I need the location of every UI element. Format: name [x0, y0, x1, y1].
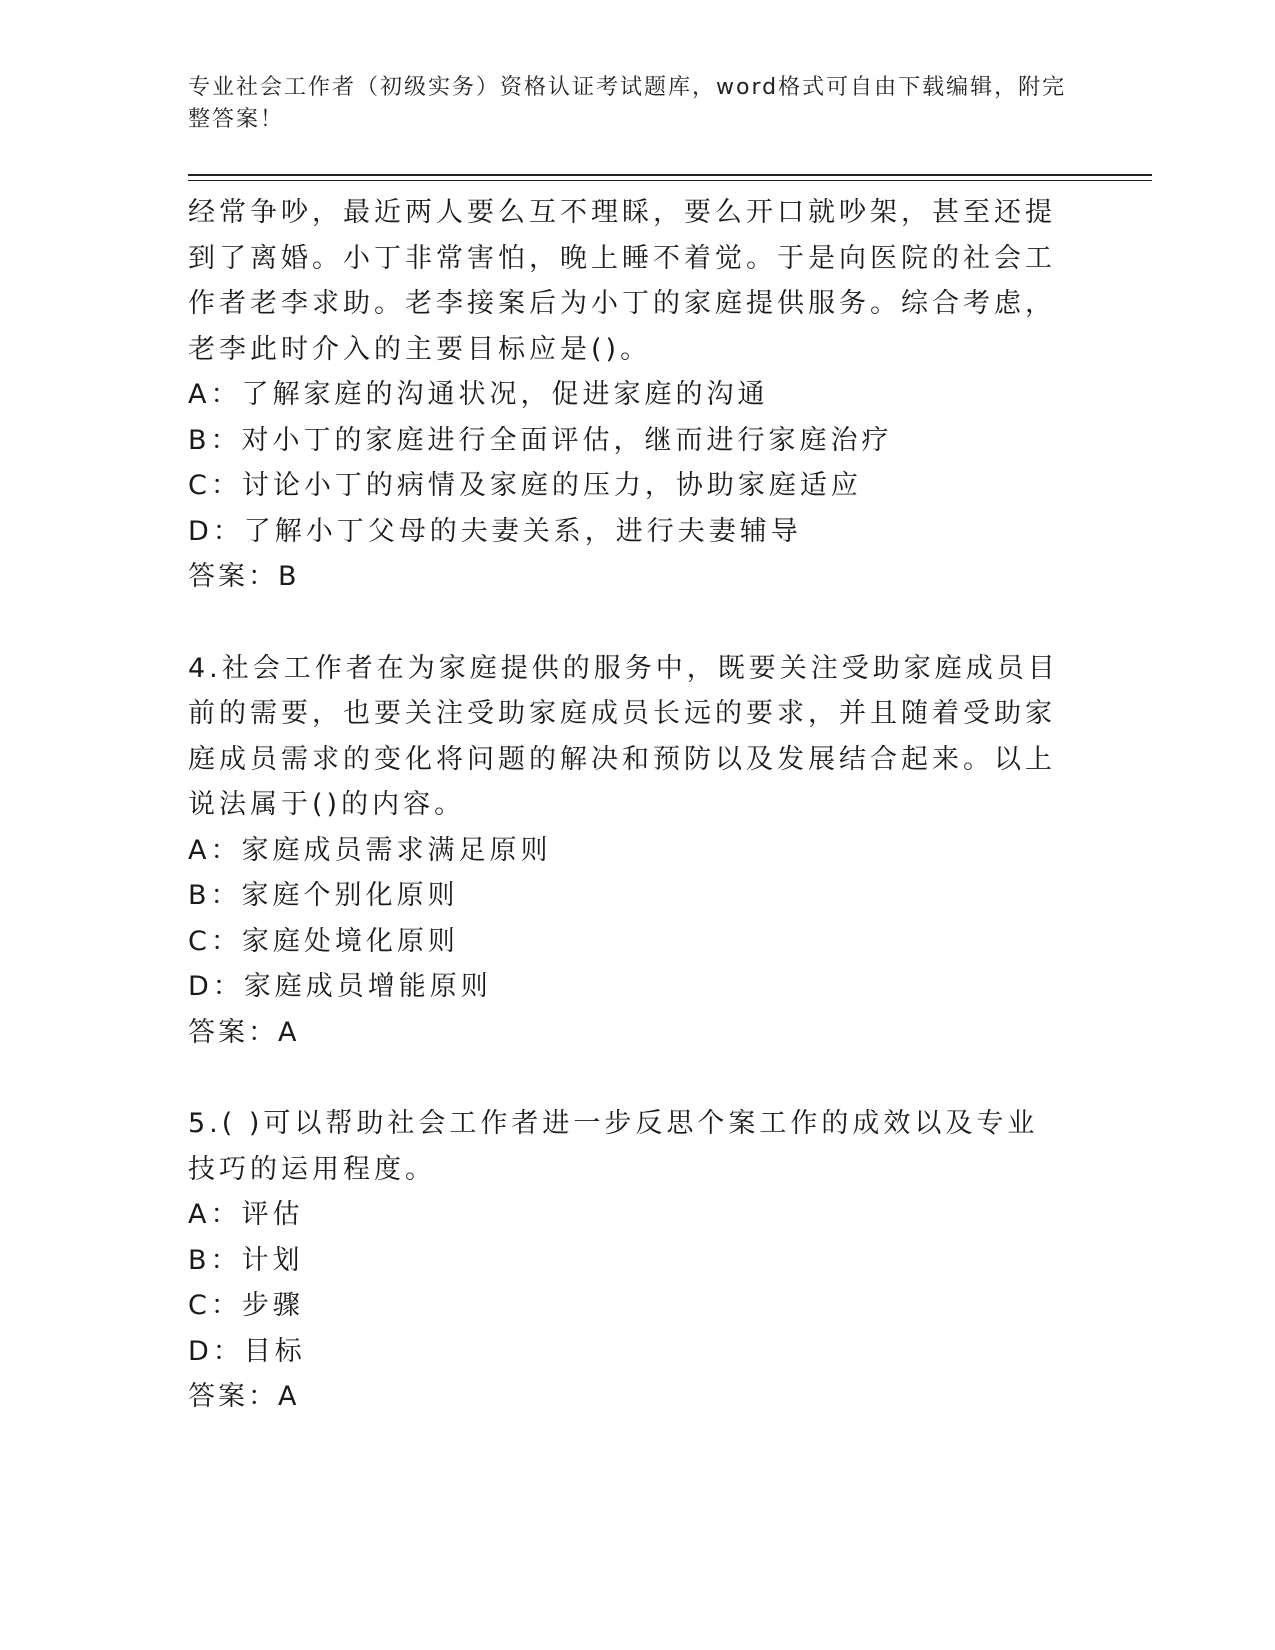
- option-a: A：家庭成员需求满足原则: [188, 834, 552, 866]
- question-block: [188, 1101, 1068, 1420]
- question-block: [188, 190, 1068, 600]
- header-divider-thick: [188, 174, 1152, 176]
- option-a: A：评估: [188, 1199, 304, 1230]
- option-d: D：目标: [188, 1335, 306, 1367]
- question-spacer: [188, 600, 1068, 646]
- question-stem: 4.社会工作者在为家庭提供的服务中，既要关注受助家庭成员目前的需要，也要关注受助家庭成员长远的要求，并且随着受助家庭成员需求的变化将问题的解决和预防以及发展结合起来。以上说法属于()的内容。: [188, 652, 1059, 820]
- answer-line: 答案：B: [188, 561, 300, 592]
- option-c: C：步骤: [188, 1290, 304, 1321]
- question-block: [188, 646, 1068, 1056]
- question-spacer: [188, 1055, 1068, 1101]
- answer-line: 答案：A: [188, 1016, 300, 1048]
- option-b: B：对小丁的家庭进行全面评估，继而进行家庭治疗: [188, 424, 893, 456]
- option-d: D：家庭成员增能原则: [188, 971, 492, 1002]
- option-a: A：了解家庭的沟通状况，促进家庭的沟通: [188, 379, 769, 410]
- option-b: B：计划: [188, 1244, 304, 1276]
- option-d: D：了解小丁父母的夫妻关系，进行夫妻辅导: [188, 515, 802, 547]
- document-body: [188, 190, 1068, 1420]
- document-header: 专业社会工作者（初级实务）资格认证考试题库，word格式可自由下载编辑，附完整答案！: [188, 75, 1067, 132]
- answer-line: 答案：A: [188, 1381, 300, 1412]
- option-b: B：家庭个别化原则: [188, 880, 459, 911]
- header-divider-thin: [188, 180, 1152, 181]
- question-stem: 经常争吵，最近两人要么互不理睬，要么开口就吵架，甚至还提到了离婚。小丁非常害怕，晚上睡不着觉。于是向医院的社会工作者老李求助。老李接案后为小丁的家庭提供服务。综合考虑，老李此时介入的主要目标应是()。: [188, 197, 1056, 365]
- option-c: C：讨论小丁的病情及家庭的压力，协助家庭适应: [188, 470, 862, 501]
- option-c: C：家庭处境化原则: [188, 925, 459, 957]
- question-stem: 5.( )可以帮助社会工作者进一步反思个案工作的成效以及专业技巧的运用程度。: [188, 1108, 1039, 1185]
